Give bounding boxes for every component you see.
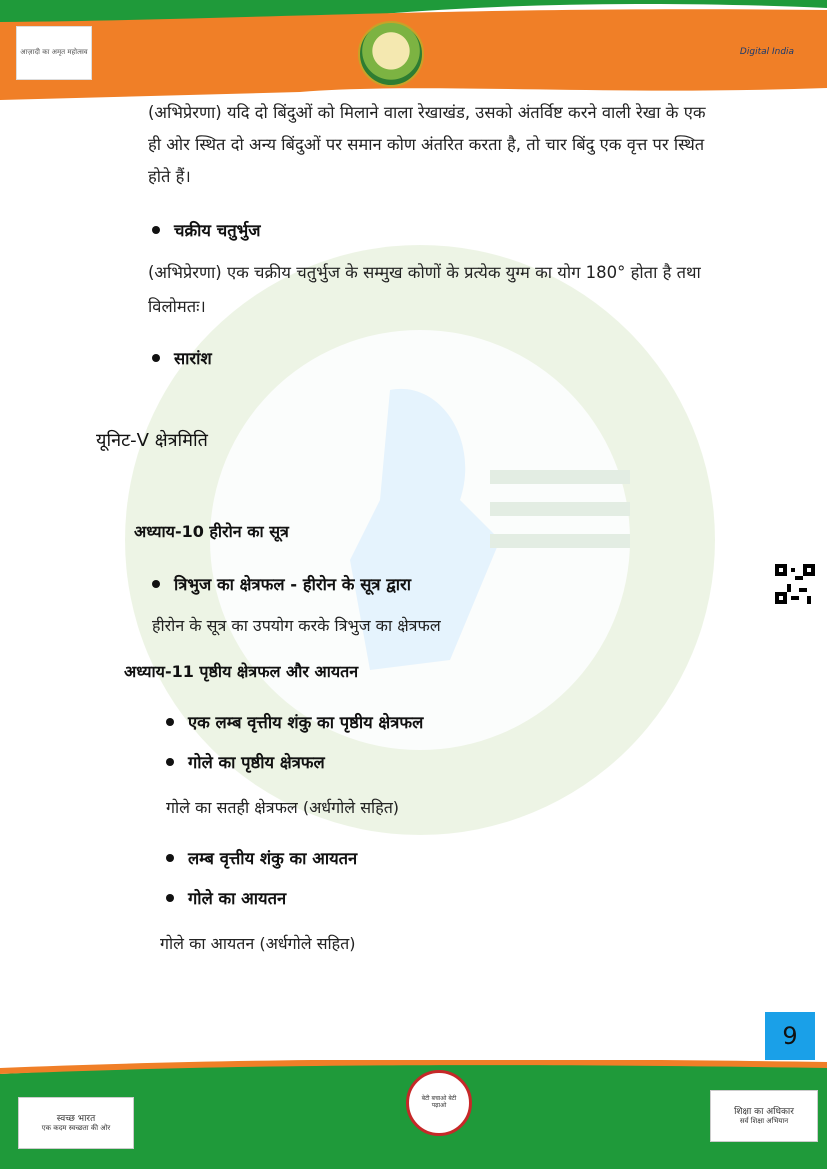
bullet-label: गोले का पृष्ठीय क्षेत्रफल	[188, 753, 325, 772]
chapter-11-heading: अध्याय-11 पृष्ठीय क्षेत्रफल और आयतन	[124, 662, 359, 681]
cyclic-paragraph-line-1: (अभिप्रेरणा) एक चक्रीय चतुर्भुज के सम्मुख कोणों के प्रत्येक युग्म का योग 180° होता है तथा	[148, 263, 701, 282]
bullet-dot-icon	[166, 854, 174, 862]
bullet-label: लम्ब वृत्तीय शंकु का आयतन	[188, 849, 358, 868]
bullet-dot-icon	[166, 758, 174, 766]
bullet-cone-volume	[166, 846, 357, 869]
qr-code-icon[interactable]	[775, 564, 815, 604]
digital-india-logo	[730, 36, 804, 70]
bullet-label: एक लम्ब वृत्तीय शंकु का पृष्ठीय क्षेत्रफल	[188, 713, 424, 732]
swachh-bharat-text: स्वच्छ भारत	[56, 1113, 96, 1124]
bullet-dot-icon	[166, 894, 174, 902]
unit-heading: यूनिट-V क्षेत्रमिति	[96, 430, 208, 451]
swachh-bharat-logo	[18, 1097, 134, 1149]
shiksha-adhikar-text: शिक्षा का अधिकार	[734, 1106, 794, 1117]
bullet-sphere-volume	[166, 886, 286, 909]
bullet-label: गोले का आयतन	[188, 889, 287, 908]
bullet-sphere-surface-area	[166, 750, 325, 773]
cyclic-paragraph-line-2: विलोमतः।	[148, 297, 206, 316]
sphere-surface-note: गोले का सतही क्षेत्रफल (अर्धगोले सहित)	[166, 798, 400, 817]
beti-bachao-text: बेटी बचाओ बेटी पढ़ाओ	[421, 1095, 457, 1109]
bullet-dot-icon	[152, 226, 160, 234]
bullet-dot-icon	[152, 354, 160, 362]
motivation-paragraph-line-3: होते हैं।	[148, 167, 191, 186]
motivation-paragraph-line-1: (अभिप्रेरणा) यदि दो बिंदुओं को मिलाने वाला रेखाखंड, उसको अंतर्विष्ट करने वाली रेखा के एक	[148, 103, 706, 122]
bullet-cone-surface-area	[166, 710, 423, 733]
digital-india-logo-text: Digital India	[739, 47, 795, 58]
motivation-paragraph-line-2: ही ओर स्थित दो अन्य बिंदुओं पर समान कोण अंतरित करता है, तो चार बिंदु एक वृत्त पर स्थित	[148, 135, 705, 154]
bullet-heron-area	[152, 572, 411, 595]
shiksha-ka-adhikar-logo	[710, 1090, 818, 1142]
azadi-logo-text: आज़ादी का अमृत महोत्सव	[20, 48, 88, 57]
azadi-amrit-mahotsav-logo	[16, 26, 92, 80]
bullet-dot-icon	[152, 580, 160, 588]
chapter-10-heading: अध्याय-10 हीरोन का सूत्र	[134, 522, 289, 541]
bullet-label: त्रिभुज का क्षेत्रफल - हीरोन के सूत्र द्वारा	[174, 575, 412, 594]
bullet-label: सारांश	[174, 349, 212, 368]
sphere-volume-note: गोले का आयतन (अर्धगोले सहित)	[160, 934, 356, 953]
haryana-school-education-board-seal	[358, 21, 424, 87]
swachh-bharat-tagline: एक कदम स्वच्छता की ओर	[41, 1124, 111, 1133]
heron-note: हीरोन के सूत्र का उपयोग करके त्रिभुज का क्षेत्रफल	[152, 616, 441, 635]
page-number: 9	[765, 1012, 815, 1060]
bullet-label: चक्रीय चतुर्भुज	[174, 221, 261, 240]
bullet-summary	[152, 346, 212, 369]
bullet-dot-icon	[166, 718, 174, 726]
sarva-shiksha-text: सर्व शिक्षा अभियान	[739, 1117, 789, 1126]
bullet-cyclic-quadrilateral	[152, 218, 260, 241]
beti-bachao-beti-padhao-logo	[406, 1070, 472, 1136]
